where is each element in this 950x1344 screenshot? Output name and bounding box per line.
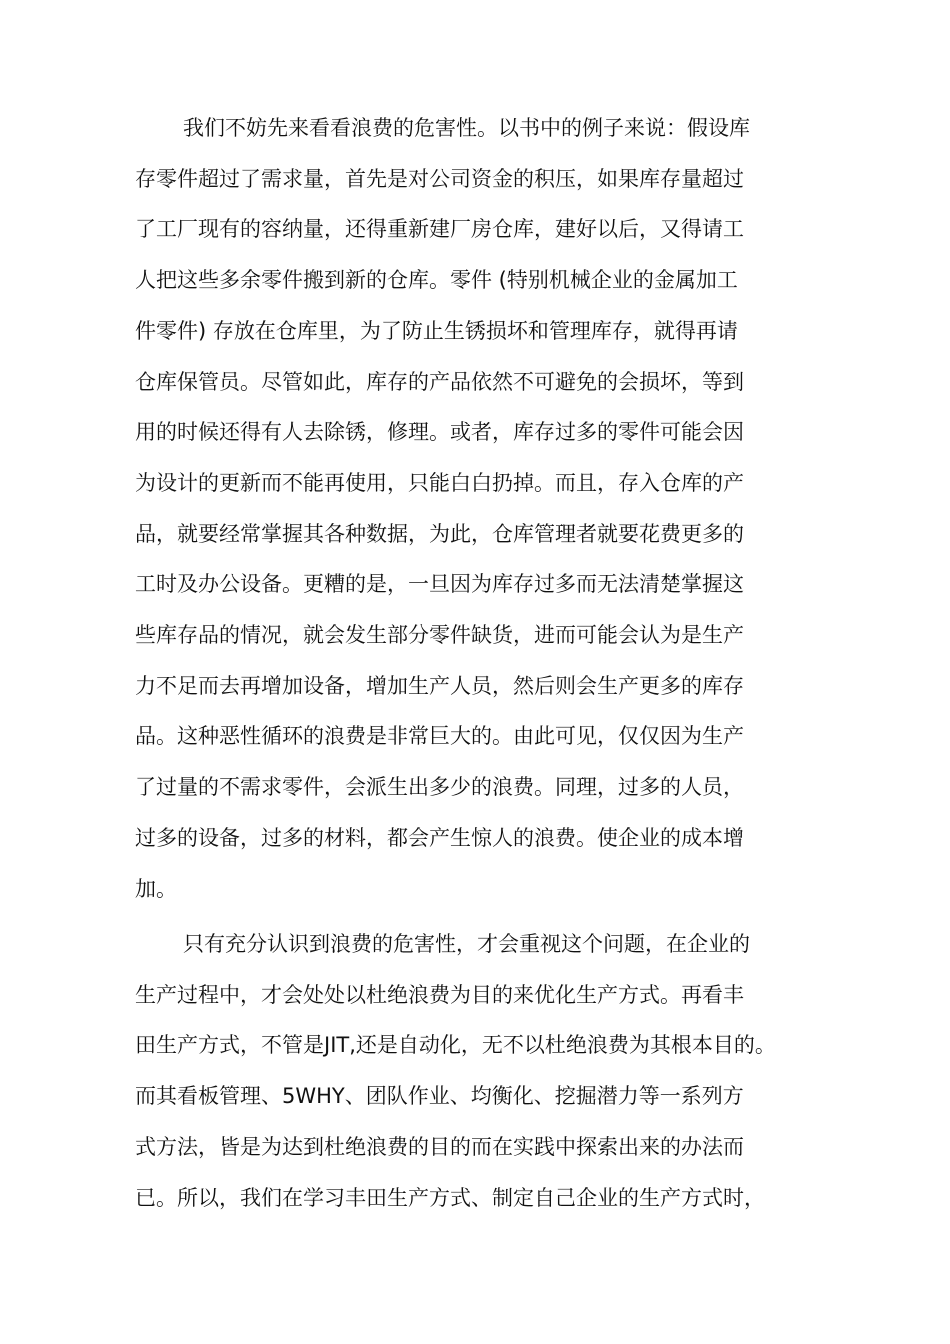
paragraph-line: 生产过程中，才会处处以杜绝浪费为目的来优化生产方式。再看丰 <box>135 982 744 1007</box>
paragraph-line: 工时及办公设备。更糟的是，一旦因为库存过多而无法清楚掌握这 <box>135 572 744 597</box>
paragraph-line: 力不足而去再增加设备，增加生产人员，然后则会生产更多的库存 <box>135 673 744 698</box>
paragraph-line: 仓库保管员。尽管如此，库存的产品依然不可避免的会损坏，等到 <box>135 369 744 394</box>
paragraph-line: 田生产方式，不管是JIT,还是自动化，无不以杜绝浪费为其根本目的。 <box>135 1033 776 1058</box>
paragraph-line: 用的时候还得有人去除锈，修理。或者，库存过多的零件可能会因 <box>135 420 744 445</box>
paragraph-line: 已。所以，我们在学习丰田生产方式、制定自己企业的生产方式时， <box>135 1185 765 1210</box>
paragraph-line: 了过量的不需求零件，会派生出多少的浪费。同理，过多的人员， <box>135 775 744 800</box>
paragraph-line: 了工厂现有的容纳量，还得重新建厂房仓库，建好以后，又得请工 <box>135 217 744 242</box>
paragraph-line: 只有充分认识到浪费的危害性，才会重视这个问题，在企业的 <box>183 932 750 956</box>
paragraph-line: 件零件) 存放在仓库里，为了防止生锈损坏和管理库存，就得再请 <box>135 318 738 343</box>
paragraph-line: 为设计的更新而不能再使用，只能白白扔掉。而且，存入仓库的产 <box>135 470 744 495</box>
paragraph-line: 存零件超过了需求量，首先是对公司资金的积压，如果库存量超过 <box>135 166 744 191</box>
paragraph-line: 我们不妨先来看看浪费的危害性。以书中的例子来说：假设库 <box>183 116 750 140</box>
paragraph-line: 而其看板管理、5WHY、团队作业、均衡化、挖掘潜力等一系列方 <box>135 1084 744 1109</box>
paragraph-line: 过多的设备，过多的材料，都会产生惊人的浪费。使企业的成本增 <box>135 825 744 850</box>
paragraph-line: 式方法，皆是为达到杜绝浪费的目的而在实践中探索出来的办法而 <box>135 1134 744 1159</box>
paragraph-line: 品，就要经常掌握其各种数据，为此，仓库管理者就要花费更多的 <box>135 521 744 546</box>
paragraph-line: 品。这种恶性循环的浪费是非常巨大的。由此可见，仅仅因为生产 <box>135 724 744 749</box>
paragraph-line: 些库存品的情况，就会发生部分零件缺货，进而可能会认为是生产 <box>135 623 744 647</box>
paragraph-line: 加。 <box>135 876 177 901</box>
paragraph-line: 人把这些多余零件搬到新的仓库。零件 (特别机械企业的金属加工 <box>135 268 738 293</box>
